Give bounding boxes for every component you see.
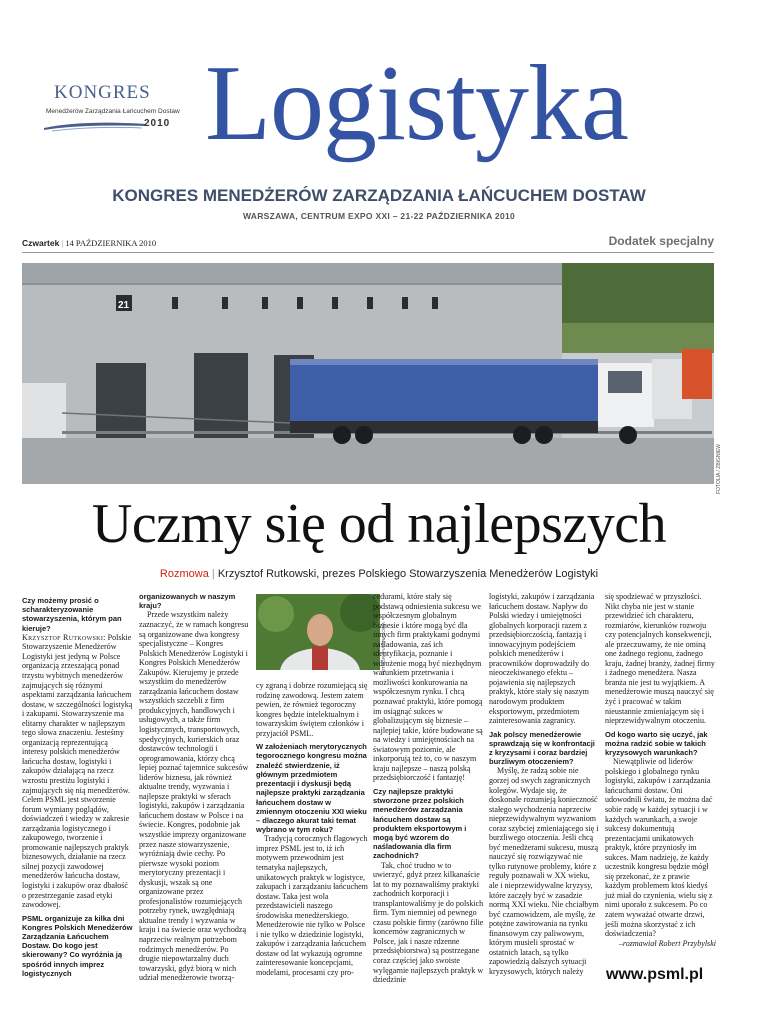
question: Czy możemy prosić o scharakteryzowanie stowarzyszenia, którym pan kieruje? (22, 596, 122, 633)
masthead-subtitle: KONGRES MENEDŻERÓW ZARZĄDZANIA ŁAŃCUCHEM DOSTAW (112, 186, 646, 205)
speaker-name: Krzysztof Rutkowski: (22, 632, 106, 642)
question: Jak polscy menedżerowie sprawdzają się w konfrontacji z kryzysami i coraz bardziej burzliwym otoczeniem? (489, 729, 595, 767)
answer-text: Przede wszystkim należy zaznaczyć, że w ramach kongresu są organizowane dwa kongresy specjalistyczne – Kongres Polskich Menedżerów Logistyki i Kongres Polskich Menedżerów Zakupów. Kierujemy je przede wszystkim do menedżerów zarządzania łańcuchem dostaw wszystkich szczebli z firm produkcyjnych, handlowych i usługowych, a także firm logistycznych, transportowych, spedycyjnych, kurierskich oraz dostawców technologii i oprogramowania, którzy chcą lepiej poznać tajemnice sukcesów liderów biznesu, jak również aktualne trendy, wyzwania i najlepsze praktyki w sferach logistyki, zakupów i zarządzania łańcuchem dostaw w Polsce i na świecie. Kongres, podobnie jak wszystkie imprezy organizowane przez nasze stowarzyszenie, wyróżniają dwie cechy. Po pierwsze wysoki poziom merytoryczny prezentacji i dyskusji, wszak są one organizowane przez profesjonalistów rozumiejących potrzeby rynek, uwzględniają aktualne trendy i wyzwania w kraju i na świecie oraz wychodzą naprzeciw realnym potrzebom rodzimych menedżerów. Po drugie niepowtarzalny duch towarzyski, gdyż biorą w nich udział menedżerowie tworzą- (139, 610, 249, 983)
interviewer-signature: –rozmawiał Robert Przybylski (618, 938, 716, 948)
answer-text: Myślę, że radzą sobie nie gorzej od swych zagranicznych kolegów. Wydaje się, że doskonale rozumieją konieczność stałego wychodzenia naprzeciw nieprzewidywalnym wyzwaniom coraz szybciej zmieniającego się i burzliwego otoczenia. Jeśli chcą być menedżerami sukcesu, muszą nauczyć się rozwiązywać nie tylko rutynowe problemy, które z reguły poznawali w XX wieku, ale i nieprzewidywalne kryzysy, które zaczęły być w zasadzie normą XXI wieku. Nie chciałbym być czarnowidzem, ale myślę, że potężne zawirowania na rynku finansowym czy paliwowym, którym musieli sprostać w ostatnich latach, są tylko zapowiedzią dalszych sytuacji kryzysowych, których należy (489, 766, 599, 976)
congress-logo-year: 2010 (144, 118, 171, 129)
question: W założeniach merytorycznych tegorocznego kongresu można znaleźć stwierdzenie, iż głównym przedmiotem prezentacji i dyskusji będą najlepsze praktyki zarządzania łańcuchem dostaw w zmiennym otoczeniu XXI wieku – dlaczego akurat taki temat wybrano w tym roku? (256, 742, 367, 835)
deck-text: Krzysztof Rutkowski, prezes Polskiego Stowarzyszenia Menedżerów Logistyki (217, 568, 599, 580)
website-link[interactable]: www.psml.pl (606, 966, 704, 983)
answer-text: cedurami, które stały się podstawą odniesienia sukcesu we współczesnym globalnym biznesie i które mogą być dla innych firm praktykami godnymi naśladowania, zaś ich identyfikacja, poznanie i wdrożenie mogą być niezbędnym warunkiem przetrwania i możliwości konkurowania na współczesnym rynku. I chcą poznawać praktyki, które pomogą im osiągnąć sukces w globalizującym się biznesie – najlepiej takie, które budowane są na wiedzy i umiejętnościach na światowym poziomie, ale inkorporują też to, co w naszym kraju najlepsze – naszą polską przedsiębiorczość i fantazję! (373, 592, 483, 783)
dateline-day: Czwartek (22, 238, 60, 248)
answer-text: Tak, choć trudno w to uwierzyć, gdyż przez kilkanaście lat to my poznawaliśmy praktyki zachodnich korporacji i transplantowaliśmy je do polskich firm. Tym niemniej od pewnego czasu polskie firmy (zarówno filie koncernów zagranicznych w Polsce, jak i nasze rdzenne przedsiębiorstwa) są postrzegane coraz częściej jako swoiste wylęgarnie najlepszych praktyk w dziedzinie (373, 860, 484, 985)
portrait-photo (256, 594, 380, 670)
dateline-date: 14 PAŹDZIERNIKA 2010 (65, 238, 157, 248)
question: Od kogo warto się uczyć, jak można radzić sobie w takich kryzysowych warunkach? (605, 729, 708, 758)
answer-text: Niewątpliwie od liderów polskiego i globalnego rynku logistyki, zakupów i zarządzania łańcuchami dostaw. Oni udowodnili światu, że można dać sobie radę w każdej sytuacji i w każdych warunkach, a swoje sukcesy dokumentują prezentacjami unikatowych praktyk, które przyniosły im sukces. Mam nadzieję, że każdy uczestnik kongresu będzie mógł się przekonać, że z prawie każdym problemem ktoś kiedyś już miał do czynienia, wielu się z nimi uporało z sukcesem. Po co zatem wyważać otwarte drzwi, jeśli można skorzystać z ich doświadczenia? (605, 757, 713, 939)
deck-separator: | (211, 568, 215, 580)
question: PSML organizuje za kilka dni Kongres Polskich Menedżerów Zarządzania Łańcuchem Dostaw. Do kogo jest skierowany? Co wyróżnia ją spośród innych imprez logistycznych (22, 913, 133, 978)
congress-logo (42, 82, 180, 142)
article-deck (0, 568, 758, 580)
answer-text: się spodziewać w przyszłości. Nikt chyba nie jest w stanie przewidzieć ich charakteru, rozmiarów, kierunków rozwoju czy potencjalnych konsekwencji, ale przeczuwamy, że nie ominą one żadnego regionu, żadnego kraju, żadnej branży, żadnej firmy i żadnego menedżera. Nasza branża nie jest tu wyjątkiem. A menedżerowie muszą nauczyć się żyć i pracować w takim nieustannie zmieniającym się i nieprzewidywalnym otoczeniu. (605, 592, 715, 726)
column-3 (256, 681, 368, 978)
header-divider (22, 252, 714, 253)
column-2 (139, 592, 250, 983)
congress-logo-name: KONGRES (54, 82, 151, 103)
column-1 (22, 592, 133, 978)
section-label: Rozmowa (159, 568, 209, 580)
answer (22, 633, 133, 910)
answer-text: Polskie Stowarzyszenie Menedżerów Logistyki jest jedyną w Polsce organizacją zrzeszającą ponad trzystu wybitnych menedżerów zajmujących się różnymi aspektami zarządzania łańcuchem dostaw, w szczególności logistyką i zakupami. Stowarzyszenie ma elitarny charakter w najlepszym tego słowa znaczeniu. Jesteśmy organizacją reprezentującą interesy polskich menedżerów łańcucha dostaw, logistyki i zakupów działającą na rzecz wzrostu prestiżu logistyki i zajmujących się nią menedżerów. Celem PSML jest stworzenie forum wymiany poglądów, doświadczeń i wiedzy w zakresie zarządzania logistycznego i zakupowego, tworzenie i promowanie najlepszych praktyk biznesowych, działanie na rzecz silnej pozycji zawodowej menedżerów łańcucha dostaw, logistyki i zakupów oraz dbałość o przestrzeganie zasad etyki zawodowej. (22, 632, 133, 910)
article-headline: Uczmy się od najlepszych (91, 493, 667, 555)
portrait-credit: FOTOGRAFIA PRASOWA (381, 622, 386, 676)
hero-photo-warehouse-trucks (22, 263, 714, 484)
answer-text: cy zgraną i dobrze rozumiejącą się rodzinę zawodową. Jestem zatem pewien, że również tegoroczny kongres będzie intelektualnym i towarzyskim świętem członków i przyjaciół PSML. (256, 681, 368, 738)
question: organizowanych w naszym kraju? (139, 592, 236, 611)
congress-logo-subtitle: Menedżerów Zarządzania Łańcuchem Dostaw (46, 108, 180, 115)
dock-number: 21 (118, 300, 130, 311)
masthead-location: WARSZAWA, CENTRUM EXPO XXI – 21-22 PAŹDZIERNIKA 2010 (242, 211, 516, 221)
column-5 (489, 592, 600, 977)
column-4 (373, 592, 484, 985)
special-supplement-label: Dodatek specjalny (608, 234, 714, 248)
congress-logo-swoosh (42, 118, 152, 132)
dateline: Czwartek | 14 PAŹDZIERNIKA 2010 (22, 238, 157, 248)
column-6 (605, 592, 716, 948)
hero-photo-credit: FOTOLIA / ZBIGNIEW (716, 444, 722, 494)
masthead-title: Logistyka (205, 44, 628, 163)
question: Czy najlepsze praktyki stworzone przez polskich menedżerów zarządzania łańcuchem dostaw są produktem eksportowym i mogą być wzorem do naśladowania dla firm zachodnich? (373, 786, 467, 861)
answer-text: logistyki, zakupów i zarządzania łańcuchem dostaw. Napływ do Polski wiedzy i umiejętności globalnych korporacji razem z przedsiębiorczością, fantazją i innowacyjnym podejściem polskich menedżerów i pracowników doprowadziły do nieoczekiwanego efektu – pojawienia się najlepszych praktyk, które stały się naszym narodowym produktem eksportowym, przedmiotem zainteresowania zagranicy. (489, 592, 595, 726)
answer-text: Tradycją corocznych flagowych imprez PSML jest to, iż ich motywem przewodnim jest tematyka najlepszych, unikatowych praktyk w logistyce, zakupach i zarządzaniu łańcuchem dostaw. Taka jest wola przedstawicieli naszego środowiska menedżerskiego. Menedżerowie nie tylko w Polsce i nie tylko w dziedzinie logistyki, zakupów i zarządzania łańcuchem dostaw od lat wykazują ogromne zainteresowanie koncepcjami, modelami, procesami czy pro- (256, 834, 368, 977)
